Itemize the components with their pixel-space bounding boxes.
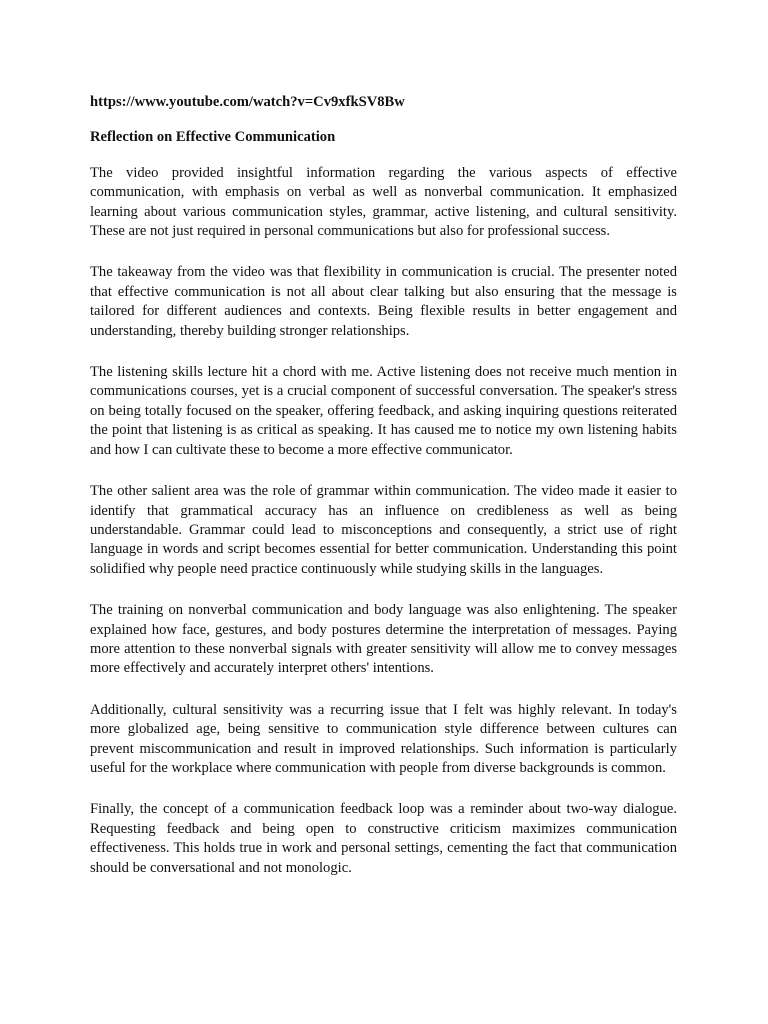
video-url: https://www.youtube.com/watch?v=Cv9xfkSV8Bw bbox=[90, 94, 405, 110]
paragraph: Finally, the concept of a communication feedback loop was a reminder about two-way dialogue. Requesting feedback and being open to constructive criticism maximizes communication effectiveness. This holds true in work and personal settings, cementing the fact that communication should be conversational and not monologic. bbox=[90, 801, 677, 876]
paragraph: The training on nonverbal communication and body language was also enlightening. The speaker explained how face, gestures, and body postures determine the interpretation of messages. Paying more attention to these nonverbal signals with greater sensitivity will allow me to convey messages more effectively and accurately interpret others' intentions. bbox=[90, 602, 677, 677]
document-page bbox=[90, 93, 677, 900]
paragraph: Additionally, cultural sensitivity was a recurring issue that I felt was highly relevant. In today's more globalized age, being sensitive to communication style difference between cultures can prevent miscommunication and result in improved relationships. Such information is particularly useful for the workplace where communication with people from diverse backgrounds is common. bbox=[90, 701, 677, 776]
paragraph: The takeaway from the video was that flexibility in communication is crucial. The presenter noted that effective communication is not all about clear talking but also ensuring that the message is tailored for different audiences and contexts. Being flexible results in better engagement and understanding, thereby building stronger relationships. bbox=[90, 264, 677, 339]
document-title: Reflection on Effective Communication bbox=[90, 129, 336, 146]
paragraph: The other salient area was the role of grammar within communication. The video made it easier to identify that grammatical accuracy has an influence on credibleness as well as being understandable. Grammar could lead to misconceptions and consequently, a strict use of right language in words and script becomes essential for better communication. Understanding this point solidified why people need practice continuously while studying skills in the languages. bbox=[90, 483, 677, 577]
paragraph: The video provided insightful information regarding the various aspects of effective communication, with emphasis on verbal as well as nonverbal communication. It emphasized learning about various communication styles, grammar, active listening, and cultural sensitivity. These are not just required in personal communications but also for professional success. bbox=[90, 164, 677, 240]
paragraph: The listening skills lecture hit a chord with me. Active listening does not receive much mention in communications courses, yet is a crucial component of successful conversation. The speaker's stress on being totally focused on the speaker, offering feedback, and asking inquiring questions reiterated the point that listening is as critical as speaking. It has caused me to notice my own listening habits and how I can cultivate these to become a more effective communicator. bbox=[90, 364, 677, 458]
